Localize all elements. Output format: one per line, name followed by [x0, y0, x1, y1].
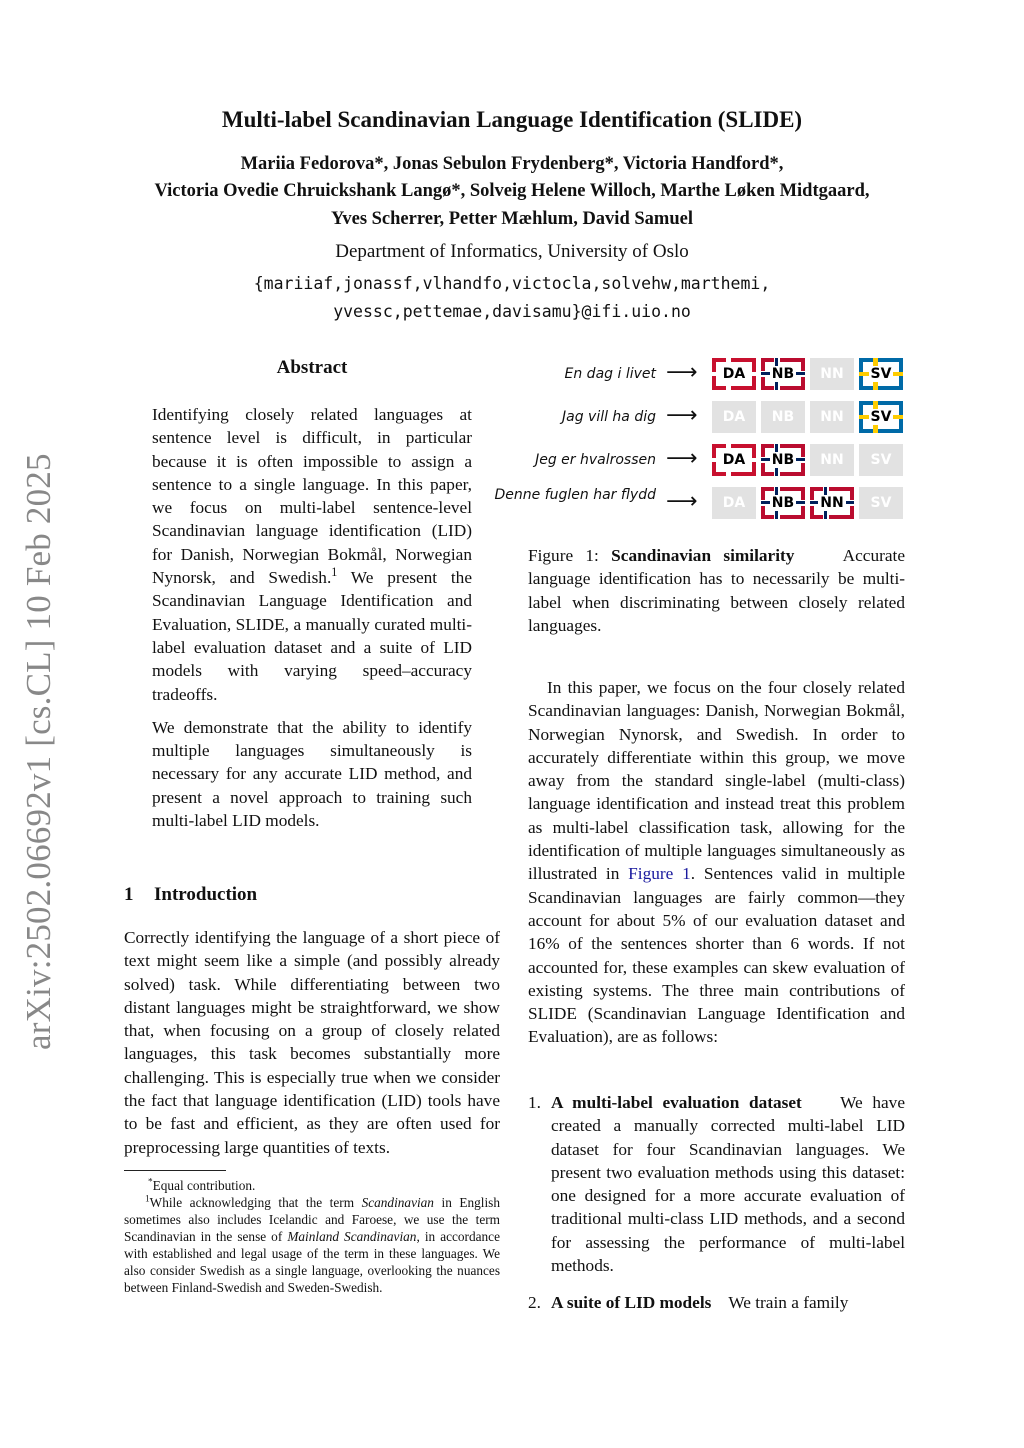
language-badge-label: SV: [870, 409, 892, 425]
list-item-number: 2.: [528, 1293, 541, 1313]
fn1-c: , in accordance with established and legal usage of the term in these languages. We also consider Swedish as a single language, overlooking the nuances between Finland-Swedish and Sweden-Swedish.: [124, 1229, 500, 1295]
authors-line-1: Mariia Fedorova*, Jonas Sebulon Frydenberg*, Victoria Handford*,: [240, 154, 784, 174]
footnote-rule: [124, 1170, 226, 1171]
language-badge-label: NB: [771, 366, 795, 382]
language-badge-sv: [859, 358, 903, 390]
language-badge-nn: [810, 487, 854, 519]
language-badge-da: [712, 358, 756, 390]
footnote-equal: [124, 1177, 500, 1194]
section-heading-introduction: [124, 884, 257, 906]
footnote-mark-star: *: [148, 1177, 153, 1188]
footnote-mark-1: 1: [145, 1194, 150, 1205]
language-badge-label: NB: [771, 409, 795, 425]
fn1-a: While acknowledging that the term: [149, 1195, 362, 1210]
footnote-1: [124, 1194, 500, 1296]
caption-text: Accurate language identification has to necessarily be multi-label when discriminating between closely related languages.: [528, 546, 906, 635]
language-badge-label: NN: [820, 452, 844, 468]
language-badge-label: DA: [722, 409, 746, 425]
language-badge-nn: [810, 358, 854, 390]
list-item-title: A suite of LID models: [551, 1293, 712, 1313]
language-badge-nb: [761, 401, 805, 433]
authors-line-2: Victoria Ovedie Chruickshank Langø*, Solveig Helene Willoch, Marthe Løken Midtgaard,: [154, 181, 870, 201]
paper-title: Multi-label Scandinavian Language Identification (SLIDE): [221, 107, 803, 132]
abstract-paragraph-1: [152, 403, 472, 706]
language-badge-label: SV: [870, 452, 892, 468]
figure-sentence: En dag i livet: [564, 366, 656, 382]
introduction-text: Correctly identifying the language of a short piece of text might seem like a simple (and possibly already solved) task. While differentiating between two distant languages might be straightforward, we show that, when focusing on a group of closely related languages, this task becomes substantially more challenging. This is especially true when we consider the fact that language identification (LID) tools have to be fast and efficient, as they are often used for preprocessing large quantities of texts.: [124, 928, 500, 1157]
list-item-number: 1.: [528, 1093, 541, 1112]
intro-paragraph-2: [528, 676, 905, 1049]
introduction-paragraph: [124, 926, 500, 1159]
figure-1: [494, 352, 914, 530]
figure-row: [524, 401, 914, 433]
language-badge-label: NB: [771, 495, 795, 511]
arrow-icon: ⟶: [666, 446, 698, 471]
abstract-p1-text: Identifying closely related languages at sentence level is difficult, in particular because it is often impossible to assign a sentence to a single language. In this paper, we focus on multi-label sentence-level Scandinavian language identification (LID) for Danish, Norwegian Bokmål, Norwegian Nynorsk, and Swedish.: [152, 405, 472, 588]
language-badge-nb: [761, 444, 805, 476]
language-badge-da: [712, 401, 756, 433]
section-title: Introduction: [154, 884, 258, 905]
language-badge-sv: [859, 487, 903, 519]
fn1-em-mainland: Mainland Scandinavian: [287, 1229, 417, 1244]
language-badge-label: DA: [722, 495, 746, 511]
language-badge-nb: [761, 487, 805, 519]
fn1-em-scandinavian: Scandinavian: [361, 1195, 434, 1210]
figure-row: [524, 444, 914, 476]
rp1-a: In this paper, we focus on the four closely related Scandinavian languages: Danish, Norwegian Bokmål, Norwegian Nynorsk, and Swedish. In order to accurately differentiate within this group, we move away from the standard single-label (multi-class) language identification and instead treat this problem as multi-label classification task, allowing for the identification of multiple languages simultaneously as illustrated in: [528, 678, 905, 884]
list-item-title: A multi-label evaluation dataset: [551, 1093, 802, 1112]
language-badge-da: [712, 444, 756, 476]
right-column-paragraph: [528, 676, 905, 1049]
footnote-equal-text: Equal contribution.: [152, 1178, 256, 1193]
arrow-icon: ⟶: [666, 403, 698, 428]
language-badge-label: DA: [722, 366, 746, 382]
language-badge-label: NN: [820, 409, 844, 425]
abstract-body: [152, 403, 472, 832]
caption-title: Scandinavian similarity: [611, 546, 795, 565]
abstract-p1-text-cont: We present the Scandinavian Language Identification and Evaluation, SLIDE, a manually curated multi-label evaluation dataset and a suite of LID models with varying speed–accuracy tradeoffs.: [152, 568, 472, 704]
fn1-b: in English sometimes also includes Icelandic and Faroese, we use the term Scandinavian in the sense of: [124, 1195, 500, 1244]
language-badge-sv: [859, 444, 903, 476]
language-badge-nb: [761, 358, 805, 390]
language-badge-label: NB: [771, 452, 795, 468]
section-number: 1: [124, 884, 134, 905]
list-item-text: We have created a manually corrected multi-label LID dataset for four Scandinavian languages. We present two evaluation methods using this dataset: one designed for a more accurate evaluation of traditional multi-class LID methods, and a second for assessing the performance of multi-label methods.: [551, 1093, 905, 1276]
arrow-icon: ⟶: [666, 360, 698, 385]
list-item: [528, 1091, 905, 1277]
language-badge-label: NN: [820, 495, 844, 511]
figure-sentence: Jag vill ha dig: [561, 409, 656, 425]
arrow-icon: ⟶: [666, 489, 698, 514]
language-badge-label: SV: [870, 366, 892, 382]
language-badge-sv: [859, 401, 903, 433]
list-item: [528, 1291, 905, 1314]
language-badge-da: [712, 487, 756, 519]
language-badge-nn: [810, 401, 854, 433]
language-badge-label: SV: [870, 495, 892, 511]
language-badge-label: NN: [820, 366, 844, 382]
figure-row: [524, 358, 914, 390]
figure-1-link[interactable]: Figure 1: [628, 864, 691, 884]
abstract-paragraph-2: We demonstrate that the ability to identify multiple languages simultaneously is necessary for any accurate LID method, and present a novel approach to training such multi-label LID models.: [152, 717, 472, 831]
language-badge-label: DA: [722, 452, 746, 468]
list-item-text: We train a family: [728, 1293, 849, 1313]
language-badge-nn: [810, 444, 854, 476]
affiliation: Department of Informatics, University of Oslo: [335, 241, 689, 262]
figure-1-caption: [528, 544, 905, 637]
rp1-b: . Sentences valid in multiple Scandinavian languages are fairly common—they account for about 5% of our evaluation dataset and 16% of the sentences shorter than 6 words. If not accounted for, these examples can skew evaluation of existing systems. The three main contributions of SLIDE (Scandinavian Language Identification and Evaluation), are as follows:: [528, 864, 905, 1047]
emails-line-2: yvessc,pettemae,davisamu}@ifi.uio.no: [333, 302, 691, 321]
authors-line-3: Yves Scherrer, Petter Mæhlum, David Samuel: [331, 209, 693, 229]
figure-sentence: Denne fuglen har flydd: [494, 487, 656, 503]
abstract-heading: Abstract: [276, 357, 348, 378]
contributions-list: [528, 1091, 905, 1325]
footnotes: [124, 1177, 500, 1296]
emails-line-1: {mariiaf,jonassf,vlhandfo,victocla,solvehw,marthemi,: [253, 274, 771, 293]
caption-label: Figure 1:: [528, 546, 599, 565]
figure-row: [494, 487, 914, 519]
arxiv-identifier: arXiv:2502.06692v1 [cs.CL] 10 Feb 2025: [19, 453, 58, 1050]
footnote-ref-1: 1: [331, 565, 338, 580]
figure-sentence: Jeg er hvalrossen: [535, 452, 656, 468]
